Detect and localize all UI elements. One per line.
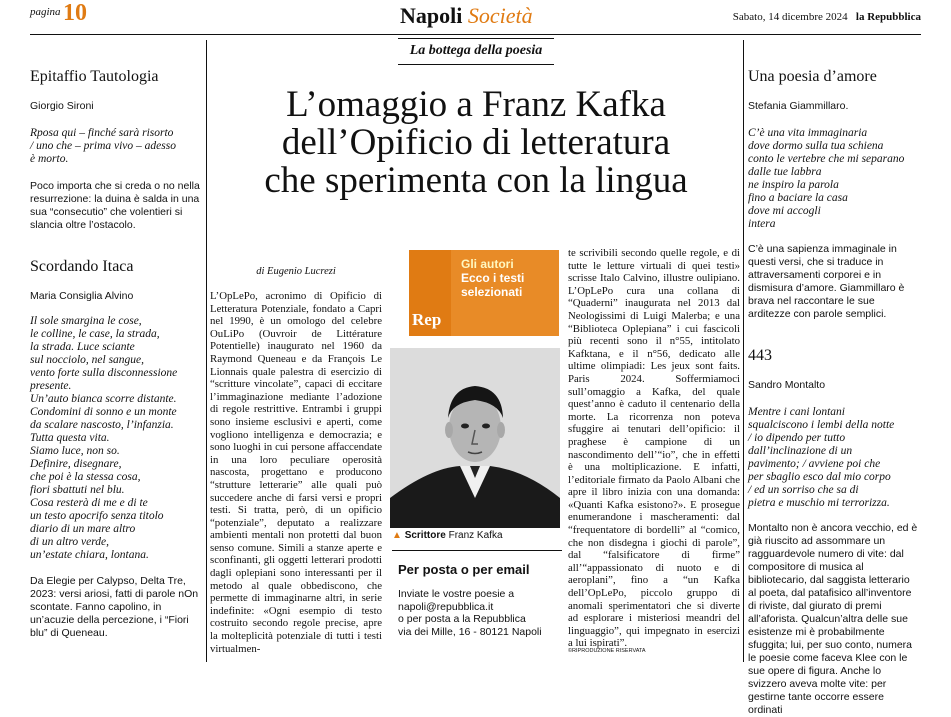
verse-line: presente. (30, 380, 72, 392)
verse-line: conto le vertebre che mi separano (748, 153, 905, 165)
page-number: 10 (63, 0, 87, 26)
headline (210, 86, 742, 200)
verse-line: Rposa qui – finché sarà risorto (30, 127, 174, 139)
verse-line: dall’inclinazione di un (748, 445, 853, 457)
section-city: Napoli (400, 3, 463, 28)
verse-line: squalciscono i lembi della notte (748, 419, 895, 431)
poem-comment: Montalto non è ancora vecchio, ed è già riuscito ad assommare un ragguardevole numero di vite: dal compositore di musica al bibliotecario, dal saggista letterario al poeta, dal patafisico all’inventore di riviste, dal giurato di premi all’aforista. Qualcun’altra delle sue esistenze mi è probabilmente sfuggita; lui, per suo conto, numera le poesie come faceva Klee con le sue opere di figura. Anche lo svizzero aveva molte vite: per gestirne tante occorre essere ordinati (748, 522, 918, 716)
poem-title: 443 (748, 347, 772, 364)
poem-title: Epitaffio Tautologia (30, 68, 159, 85)
verse-line: dalle tue labbra (748, 166, 822, 178)
headline-line: che sperimenta con la lingua (264, 160, 688, 201)
poem-verse (30, 127, 202, 166)
poem-author: Sandro Montalto (748, 379, 826, 391)
caption-triangle-icon: ▲ (392, 530, 402, 541)
verse-line: / ed un sorriso che sa di (748, 484, 859, 496)
verse-line: pietra e muschio mi terrorizza. (748, 497, 890, 509)
verse-line: vento forte sulla disconnessione (30, 367, 178, 379)
verse-line: intera (748, 218, 776, 230)
verse-line: un’estate chiara, lontana. (30, 549, 149, 561)
byline (210, 266, 382, 277)
poem-verse (748, 406, 920, 510)
submission-line: o per posta a la Repubblica (398, 613, 526, 625)
verse-line: che poi è la stessa cosa, (30, 471, 141, 483)
submission-heading: Per posta o per email (398, 562, 530, 577)
poem-comment: Poco importa che si creda o no nella resurrezione: la duina è salda in una sua “consecutio” che volentieri si slancia oltre l’ostacolo. (30, 180, 200, 231)
promo-line: Ecco i testi (461, 271, 525, 285)
column-divider (743, 40, 744, 662)
masthead: la Repubblica (855, 11, 921, 23)
header-rule (30, 34, 921, 35)
poem-title: Scordando Itaca (30, 258, 134, 275)
poem-comment: Da Elegie per Calypso, Delta Tre, 2023: versi ariosi, fatti di parole nOn scontate. Fanno capolino, in un’acuzie della percezione, i “Fiori blu” di Queneau. (30, 575, 199, 639)
poem-author: Maria Consiglia Alvino (30, 290, 134, 302)
promo-line: Gli autori (461, 257, 514, 271)
verse-line: Mentre i cani lontani (748, 406, 845, 418)
verse-line: dove mi accogli (748, 205, 821, 217)
poem-comment: C’è una sapienza immaginale in questi versi, che si traduce in attraversamenti corporei e in dismisura d’amore. Giammillaro è brava nel raccontare le sue arditezze con parole semplici. (748, 243, 905, 320)
verse-line: C’è una vita immaginaria (748, 127, 868, 139)
verse-line: sul nocciolo, nel sangue, (30, 354, 145, 366)
verse-line: / uno che – prima vivo – adesso (30, 140, 176, 152)
verse-line: Un’auto bianca scorre distante. (30, 393, 177, 405)
poem-title: Una poesia d’amore (748, 68, 877, 85)
page-label: pagina (30, 6, 61, 18)
poem-author: Stefania Giammillaro. (748, 100, 849, 112)
kicker (210, 38, 742, 70)
kafka-photo (390, 348, 560, 528)
verse-line: / io dipendo per tutto (748, 432, 846, 444)
section-topic: Società (467, 3, 533, 28)
verse-line: Definire, disegnare, (30, 458, 122, 470)
verse-line: Il sole smargina le cose, (30, 315, 142, 327)
verse-line: fino a baciare la casa (748, 192, 848, 204)
verse-line: è morto. (30, 153, 69, 165)
poem-author: Giorgio Sironi (30, 100, 94, 112)
verse-line: un testo apocrifo senza titolo (30, 510, 164, 522)
verse-line: fiori sbattuti nel blu. (30, 484, 125, 496)
verse-line: da scalare nascosto, l’infanzia. (30, 419, 174, 431)
poem-verse (30, 315, 202, 562)
verse-line: per sbaglio esco dal mio corpo (748, 471, 891, 483)
rep-logo (409, 250, 451, 336)
verse-line: di un altro verde, (30, 536, 109, 548)
promo-box[interactable] (409, 250, 559, 336)
rep-logo-text: Rep (412, 310, 442, 329)
verse-line: pavimento; / avviene poi che (748, 458, 881, 470)
dateline (733, 11, 921, 23)
byline-text: di Eugenio Lucrezi (256, 266, 336, 277)
column-divider (206, 40, 207, 662)
promo-text (451, 250, 559, 336)
verse-line: le colline, le case, la strada, (30, 328, 160, 340)
headline-line: L’omaggio a Franz Kafka (286, 84, 666, 125)
verse-line: Siamo luce, non so. (30, 445, 120, 457)
verse-line: Condomini di sonno e un monte (30, 406, 177, 418)
verse-line: Tutta questa vita. (30, 432, 110, 444)
caption-text: Franz Kafka (448, 530, 503, 541)
verse-line: la strada. Luce sciante (30, 341, 135, 353)
left-poem-column (30, 68, 202, 640)
divider (392, 550, 562, 551)
photo-caption (392, 530, 562, 541)
verse-line: ne inspiro la parola (748, 179, 839, 191)
submission-line: via dei Mille, 16 - 80121 Napoli (398, 625, 542, 638)
verse-line: dove dormo sulla tua schiena (748, 140, 884, 152)
article-column-3: te scrivibili secondo quelle regole, e di tutte le letture virtuali di quei testi» scrisse Italo Calvino, illustre oulipiano. L’OpLePo cura una collana di “Quaderni” inaugurata nel 2013 dal Neologissimi di Luigi Malerba; e una “Biblioteca Oplepiana” i cui fascicoli più recenti sono il n°55, intitolato Kafktana, e il n°56, dedicato alle ultime olimpiadi: Les jeux sont faits. Paris 2024. Soffermiamoci sull’omaggio a Kafka, del quale quest’anno è caduto il centenario della morte. La ricorrenza non poteva sfuggire ai tenutari dell’opificio: il praghese è campione di un nascondimento dell’“io”, che in effetti è una moltiplicazione. E infatti, l’editoriale firmato da Paolo Albani che apre il libro inizia con una domanda: «Quanti Kafka esistono?». E prosegue enumerandone i mascheramenti: dal “frequentatore di bordelli” al “comico, che non disdegna i giochi di parole”, dal “falsificatore di firme” all’“appassionato di nuoto e di aeroplani”, fino a “un Kafka dell’OpLePo, piccolo gruppo di anomali sperimentatori che si diverte ad esplorare i misteriosi meandri del linguaggio”, qui impegnato in esercizi a lui ispirati”. (568, 247, 740, 650)
article-column-1: L’OpLePo, acronimo di Opificio di Letteratura Potenziale, fondato a Capri nel 1990, è un omologo del celebre OuLiPo (Ouvroir de Littérature Potentielle) inaugurato nel 1960 da Raymond Queneau e da François Le Lionnais quale palestra di esercizio di “scritture vincolate”, capaci di eccitare l’immaginazione mediante l’adozione di regole restrittive. Entrambi i gruppi sono insieme esclusivi e aperti, come vogliono intelligenza e democrazia; e sono luoghi in cui persone affaccendate in una loro peculiare operosità nascosta, progettano e producono “strutture letterarie” alle quali può succedere anche di farsi versi e propri testi. Si tratta, però, di un opificio “potenziale”, deputato a realizzare ambienti mentali non protetti dal buon senso comune. Simili a stanze aperte e sconfinanti, gli oggetti letterari prodotti dagli oplepiani sono interessanti per il metodo al quale obbediscono, che permette di immaginarne altri, in serie indefinite: «Ogni esempio di testo costruito secondo regole precise, apre la molteplicità potenziale di tutti i testi virtualmen- (210, 290, 382, 655)
email-link[interactable]: napoli@repubblica.it (398, 600, 494, 613)
portrait-image (390, 348, 560, 528)
verse-line: diario di un mare altro (30, 523, 136, 535)
headline-line: dell’Opificio di letteratura (281, 122, 671, 163)
caption-label: Scrittore (404, 530, 446, 541)
submission-info (398, 588, 558, 638)
verse-line: Cosa resterà di me e di te (30, 497, 148, 509)
promo-line: selezionati (461, 285, 523, 299)
section-title (400, 3, 533, 29)
copyright: ©RIPRODUZIONE RISERVATA (568, 648, 646, 654)
poem-verse (748, 127, 920, 231)
submission-line: Inviate le vostre poesie a (398, 588, 515, 600)
date: Sabato, 14 dicembre 2024 (732, 11, 848, 23)
kicker-text: La bottega della poesia (398, 38, 555, 65)
right-poem-column (748, 68, 920, 717)
